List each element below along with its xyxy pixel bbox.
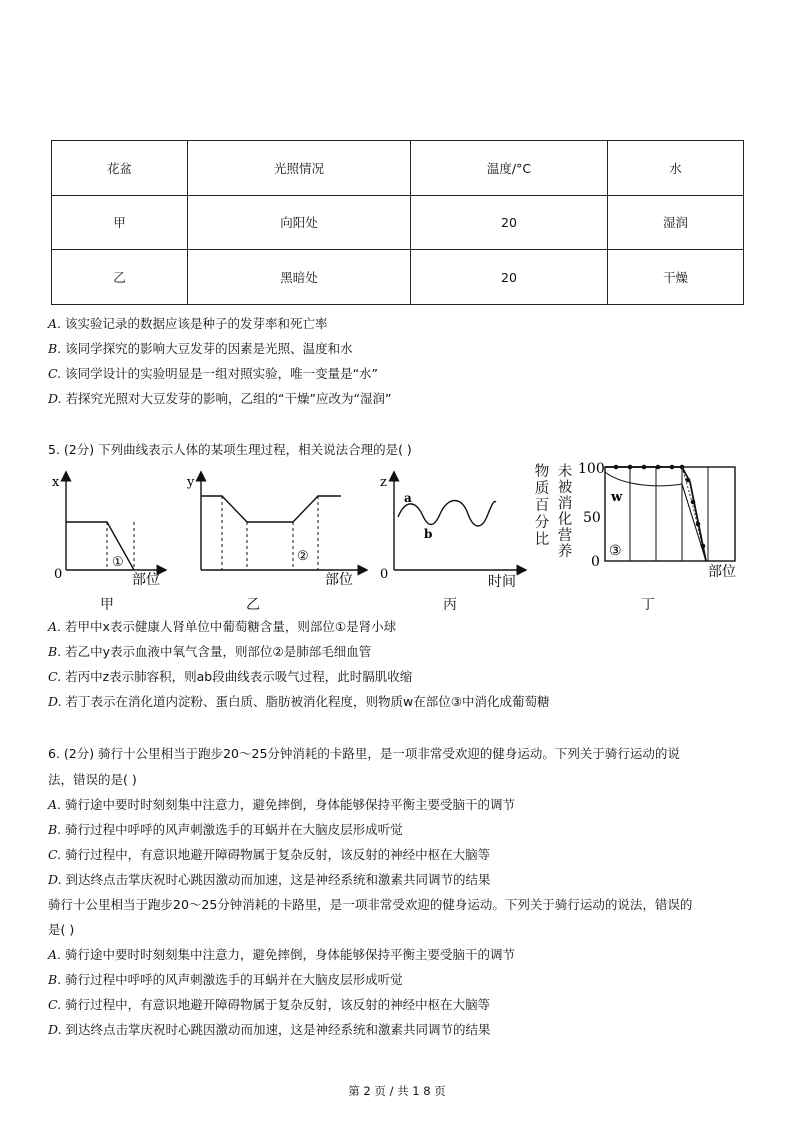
q5-option-a [48, 617, 396, 635]
figure-bing [372, 462, 532, 592]
option-text: 骑行过程中呼呼的风声刺激选手的耳蜗并在大脑皮层形成听觉 [65, 822, 403, 837]
option-letter: D. [48, 1022, 62, 1037]
option-text: 骑行途中要时时刻刻集中注意力，避免摔倒，身体能够保持平衡主要受脑干的调节 [65, 797, 516, 812]
option-text: 该实验记录的数据应该是种子的发芽率和死亡率 [65, 316, 328, 331]
table-row [52, 250, 744, 305]
q4-option-b [48, 339, 353, 357]
page-footer: 第 2 页 / 共 1 8 页 [348, 1084, 446, 1098]
table-header-cell: 花盆 [52, 141, 188, 196]
curve-dots [614, 465, 706, 549]
option-letter: D. [48, 694, 62, 709]
marker-label: ① [112, 555, 124, 570]
q4-option-a [48, 314, 328, 332]
table-cell: 乙 [52, 250, 188, 305]
option-letter: C. [48, 366, 62, 381]
option-letter: A. [48, 316, 62, 331]
curve [66, 522, 134, 570]
figure-jia [50, 462, 170, 587]
option-text: 到达终点击掌庆祝时心跳因激动而加速，这是神经系统和激素共同调节的结果 [65, 1022, 491, 1037]
table-cell: 干燥 [608, 250, 744, 305]
q6-repeat-option-b [48, 970, 403, 988]
q6-repeat-option-c [48, 995, 490, 1013]
table-cell: 湿润 [608, 195, 744, 250]
q5-option-d [48, 692, 549, 710]
option-text: 到达终点击掌庆祝时心跳因激动而加速，这是神经系统和激素共同调节的结果 [65, 872, 491, 887]
caption-ding: 丁 [641, 597, 655, 613]
option-letter: A. [48, 619, 62, 634]
option-text: 若探究光照对大豆发芽的影响，乙组的“干燥”应改为“湿润” [65, 391, 392, 406]
q5-option-b [48, 642, 371, 660]
table-cell: 黑暗处 [188, 250, 411, 305]
y-label: x [52, 475, 60, 490]
table-header-cell: 温度/°C [411, 141, 608, 196]
option-letter: B. [48, 822, 62, 837]
q6-repeat-line1: 骑行十公里相当于跑步20～25分钟消耗的卡路里，是一项非常受欢迎的健身运动。下列关于骑行运动的说法，错误的 [48, 897, 693, 912]
option-letter: A. [48, 797, 62, 812]
x-label: 部位 [325, 572, 353, 587]
q6-repeat-line2: 是( ) [48, 922, 75, 937]
figure-ding [578, 462, 748, 587]
option-letter: C. [48, 847, 62, 862]
option-letter: D. [48, 872, 62, 887]
y-label-1: 未被消化营养 [557, 464, 573, 560]
option-letter: B. [48, 972, 62, 987]
y-label-2: 物质百分比 [534, 464, 550, 548]
marker-label: ② [297, 549, 309, 564]
table-cell: 20 [411, 250, 608, 305]
option-letter: B. [48, 644, 62, 659]
marker-label: ③ [609, 543, 622, 559]
marker-w: w [611, 490, 623, 505]
caption-yi: 乙 [246, 597, 260, 613]
origin-label: 0 [380, 567, 389, 582]
table-row [52, 195, 744, 250]
option-letter: A. [48, 947, 62, 962]
table-cell: 20 [411, 195, 608, 250]
x-label: 时间 [488, 574, 516, 590]
caption-jia: 甲 [100, 597, 114, 613]
q6-option-a [48, 795, 515, 813]
option-letter: C. [48, 997, 62, 1012]
y-label: z [380, 475, 387, 490]
curve [398, 501, 496, 527]
experiment-table [51, 140, 744, 305]
q6-repeat-option-d [48, 1020, 491, 1038]
option-text: 若甲中x表示健康人肾单位中葡萄糖含量，则部位①是肾小球 [65, 619, 397, 634]
point-b-label: b [424, 527, 433, 541]
q4-option-c [48, 364, 378, 382]
table-header-cell: 水 [608, 141, 744, 196]
tick-50: 50 [583, 510, 601, 526]
q5-stem: 5. (2分) 下列曲线表示人体的某项生理过程，相关说法合理的是( ) [48, 442, 412, 457]
q6-stem-line2: 法，错误的是( ) [48, 772, 137, 787]
q6-option-d [48, 870, 491, 888]
x-label: 部位 [132, 572, 160, 587]
option-letter: C. [48, 669, 62, 684]
q4-option-d [48, 389, 391, 407]
caption-bing: 丙 [443, 597, 457, 613]
option-text: 若丙中z表示肺容积，则ab段曲线表示吸气过程，此时膈肌收缩 [65, 669, 413, 684]
figure-yi [185, 462, 370, 587]
y-label: y [187, 475, 195, 490]
table-cell: 甲 [52, 195, 188, 250]
q6-repeat-option-a [48, 945, 515, 963]
origin-label: 0 [54, 567, 63, 582]
option-text: 若丁表示在消化道内淀粉、蛋白质、脂肪被消化程度，则物质w在部位③中消化成葡萄糖 [65, 694, 550, 709]
q6-stem-line1: 6. (2分) 骑行十公里相当于跑步20～25分钟消耗的卡路里，是一项非常受欢迎的健身运动。下列关于骑行运动的说 [48, 746, 680, 761]
table-header-row [52, 141, 744, 196]
option-text: 骑行过程中，有意识地避开障碍物属于复杂反射，该反射的神经中枢在大脑等 [65, 997, 491, 1012]
option-text: 骑行过程中呼呼的风声刺激选手的耳蜗并在大脑皮层形成听觉 [65, 972, 403, 987]
tick-100: 100 [578, 462, 605, 477]
x-label: 部位 [708, 564, 736, 580]
option-text: 骑行途中要时时刻刻集中注意力，避免摔倒，身体能够保持平衡主要受脑干的调节 [65, 947, 516, 962]
table-header-cell: 光照情况 [188, 141, 411, 196]
option-letter: B. [48, 341, 62, 356]
table-cell: 向阳处 [188, 195, 411, 250]
q6-option-b [48, 820, 403, 838]
option-text: 骑行过程中，有意识地避开障碍物属于复杂反射，该反射的神经中枢在大脑等 [65, 847, 491, 862]
q5-option-c [48, 667, 412, 685]
option-text: 该同学设计的实验明显是一组对照实验，唯一变量是“水” [65, 366, 379, 381]
origin-label: 0 [591, 554, 600, 570]
point-a-label: a [404, 491, 412, 505]
option-text: 若乙中y表示血液中氧气含量，则部位②是肺部毛细血管 [65, 644, 372, 659]
option-letter: D. [48, 391, 62, 406]
option-text: 该同学探究的影响大豆发芽的因素是光照、温度和水 [65, 341, 353, 356]
q6-option-c [48, 845, 490, 863]
